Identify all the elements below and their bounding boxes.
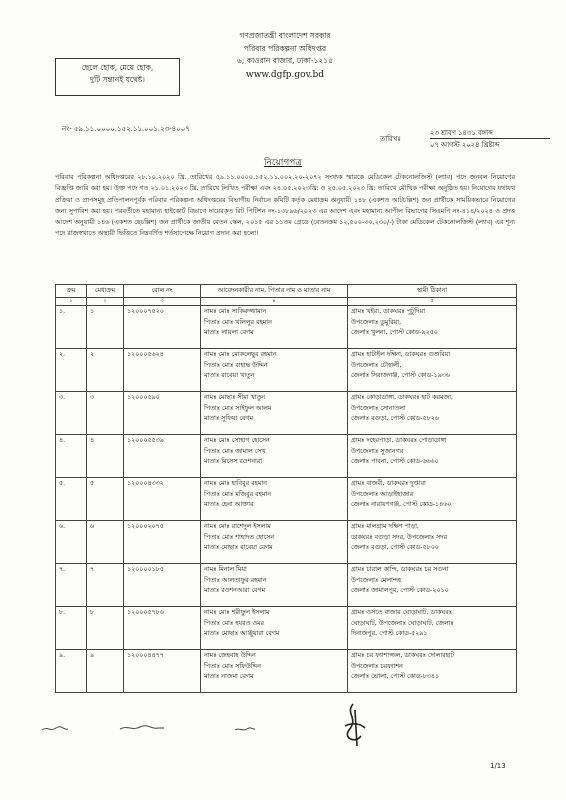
applicant-name: নামঃ মোঃ সোহাগ হোসেন (204, 437, 270, 444)
index-cell: ৪ (201, 298, 348, 306)
address-line: উপজেলাঃ সোনাতলা (351, 404, 406, 412)
table-row (56, 650, 517, 693)
page-number: 1/13 (490, 762, 506, 770)
address-line: গ্রামঃ চর ফ্যাশাজ্জল, ডাকঘরঃ দোলারহাট (351, 652, 455, 659)
slogan-line-1: ছেলে হোক, মেয়ে হোক, (81, 63, 154, 72)
table-row (56, 564, 517, 607)
table-row (56, 478, 517, 521)
address-cell (348, 564, 517, 607)
address-line: জেলাঃ নারায়ণগঞ্জ, পোস্ট কোড-১৪৬০ (351, 501, 452, 508)
address-line: উপজেলাঃ চরফ্যাশন (351, 662, 403, 670)
merit-cell: ৩ (87, 392, 124, 435)
date-divider (430, 138, 550, 139)
table-header-row (56, 285, 517, 298)
roll-cell: ১২০০০৫৬২৪ (124, 349, 201, 392)
address-line: গ্রামঃ মালগ্রাম দক্ষিণ পাড়া, (351, 523, 419, 530)
applicant-name: নামঃ মোঃ শরীফুল ইসলাম (204, 609, 270, 616)
header-address: স্থায়ী ঠিকানা (348, 285, 517, 298)
mother-name: মাতাঃ সুফিয়া বেগম (204, 415, 254, 422)
slogan-line-2: দুটি সন্তানই যথেষ্ট। (90, 75, 145, 84)
address-line: জেলাঃ বগুড়া, পোস্ট কোড-৫৮০০ (351, 544, 439, 551)
father-name: পিতাঃ মোঃ হযরত ওমর (204, 619, 264, 627)
roll-cell: ১২০০০২০৭৫ (124, 521, 201, 564)
applicant-name: নামঃ মোঃ রাশেদুল ইসলাম (204, 523, 271, 530)
father-name: পিতাঃ মোঃ শাহাদত হোসেন (204, 533, 275, 541)
mother-name: মাতাঃ নাজমা বেগম (204, 673, 254, 680)
date-label: তারিখঃ (380, 135, 401, 143)
index-cell: ২ (87, 298, 124, 306)
father-name: পিতাঃ মোঃ খলিলুর রহমান (204, 318, 272, 326)
serial-cell: ৪. (56, 435, 87, 478)
merit-cell: ৭ (87, 564, 124, 607)
merit-cell: ৪ (87, 435, 124, 478)
header-serial: ক্রম (56, 285, 87, 298)
address-line: ঘোড়াঘাট, উপজেলাঃ ঘোড়াঘাট, জেলাঃ (351, 619, 454, 627)
applicant-name: নামঃ মোছাঃ সীমা খাতুন (204, 394, 266, 401)
table-row (56, 349, 517, 392)
serial-cell: ৯. (56, 650, 87, 693)
name-cell (201, 435, 348, 478)
index-cell: ৩ (124, 298, 201, 306)
roll-cell: ১২০০০৪৩৩২ (124, 478, 201, 521)
address-cell (348, 306, 517, 349)
merit-cell: ২ (87, 349, 124, 392)
address-line: উপজেলাঃ চৌহালী, (351, 361, 402, 369)
initial-mark (118, 722, 168, 734)
address-line: গ্রামঃ খইরা, ডাকঘরঃ পুটুদিয়া (351, 308, 426, 315)
address-line: গ্রামঃ বাজবী, ডাকঘরঃ দুপ্তারা (351, 480, 426, 487)
initial-mark (40, 724, 70, 734)
address-line: গ্রামঃ কোড়াডাঙ্গা, ডাকঘরঃ হাট করমজা, (351, 394, 453, 401)
address-line: জেলাঃ ভোলা, পোস্ট কোড-৮৩৪১ (351, 673, 440, 680)
father-name: পিতাঃ মোঃ সফিউদ্দিন (204, 662, 261, 670)
address-cell (348, 521, 517, 564)
table-row (56, 521, 517, 564)
address-line: গ্রামঃ দহেরপাড়া, ডাকঘরঃ পোড়াডাঙ্গা (351, 437, 447, 444)
memo-number: নং- ৫৯.১১.০০০০.১৫২.১১.০০১.২৩-৪০০৭ (62, 125, 190, 133)
father-name: পিতাঃ মোঃ জামাল সেখ (204, 447, 266, 455)
address-line: দিনাজপুর, পোস্ট কোড-৫২৯১ (351, 630, 428, 637)
serial-cell: ৬. (56, 521, 87, 564)
address-line: গ্রামঃ ওসতে বাজার ঘোড়াঘাট, ডাকঘরঃ (351, 609, 453, 616)
address-cell (348, 650, 517, 693)
initial-mark (233, 724, 257, 734)
applicant-name: নামঃ মিনাল মিয়া (204, 566, 247, 573)
address-cell (348, 392, 517, 435)
merit-cell: ৫ (87, 478, 124, 521)
serial-cell: ৭. (56, 564, 87, 607)
letterhead (200, 30, 370, 81)
serial-cell: ১. (56, 306, 87, 349)
mother-name: মাতাঃ মোছাঃ রাবেয়া বেগম (204, 544, 273, 551)
applicant-name: নামঃ মোঃ হাবিবুর রহমান (204, 480, 267, 487)
address-line: জেলাঃ বগুড়া, পোস্ট কোড-৫৮২৬ (351, 415, 439, 422)
address-line: উপজেলাঃ মেলান্দহ (351, 576, 402, 584)
serial-cell: ২. (56, 349, 87, 392)
name-cell (201, 564, 348, 607)
roll-cell: ১২০০০৭৫২০ (124, 306, 201, 349)
applicant-name: নামঃ মোঃ মোকলেছুর রহমান (204, 351, 277, 358)
slogan-box (55, 58, 180, 96)
mother-name: মাতাঃ হেনা আক্তার (204, 501, 254, 508)
table-row (56, 607, 517, 650)
address-cell (348, 349, 517, 392)
name-cell (201, 392, 348, 435)
name-cell (201, 478, 348, 521)
office-address: ৬, কাওরান বাজার, ঢাকা-১২১৫ (237, 56, 333, 65)
roll-cell: ১২০০০৫৯০ (124, 392, 201, 435)
address-line: উপজেলাঃ ডুমুরিয়া, (351, 318, 402, 326)
roll-cell: ১২০০০৫৫৩৯ (124, 435, 201, 478)
father-name: পিতাঃ মোঃ সাইফুল আলম (204, 404, 272, 412)
index-cell: ১ (56, 298, 87, 306)
website-link[interactable]: www.dgfp.gov.bd (246, 69, 324, 80)
applicant-name: নামঃ মোঃ সাকিরুজ্জামান (204, 308, 267, 315)
address-cell (348, 607, 517, 650)
address-line: ডাকঘরঃ বগুড়া সদর, উপজেলাঃ সদর (351, 533, 448, 541)
name-cell (201, 650, 348, 693)
merit-cell: ৯ (87, 650, 124, 693)
name-cell (201, 521, 348, 564)
mother-name: মাতাঃ রাবেয়া খাতুন (204, 372, 255, 379)
roll-cell: ১২০০০৪৪৭৭ (124, 650, 201, 693)
table-row (56, 435, 517, 478)
merit-cell: ১ (87, 306, 124, 349)
address-line: গ্রামঃ হাটাইল দক্ষিণ, ডাকঘরঃ গুশুরিয়া (351, 351, 451, 358)
roll-cell: ১২০০০৫৭৮৬ (124, 607, 201, 650)
page-title: নিয়োগপত্র (263, 158, 303, 168)
header-merit: মেধাক্রম (87, 285, 124, 298)
name-cell (201, 607, 348, 650)
header-roll: রোল নং (124, 285, 201, 298)
serial-cell: ৫. (56, 478, 87, 521)
father-name: পিতাঃ মোঃ মজিবুর রহমান (204, 490, 271, 498)
address-line: উপজেলাঃ সুজানগর (351, 447, 404, 455)
signature-mark (335, 700, 375, 748)
serial-cell: ৮. (56, 607, 87, 650)
date-english: ০৭ আগস্ট ২০২৪ খ্রিষ্টাব্দ (430, 141, 500, 149)
date-bangla: ২৩ শ্রাবণ ১৪৩১ বঙ্গাব্দ (430, 129, 493, 137)
father-name: পিতাঃ আলতাফুর রহমান (204, 576, 267, 584)
address-cell (348, 478, 517, 521)
address-line: উপজেলাঃ আড়াইহাজার (351, 490, 414, 498)
appointment-table (55, 284, 517, 693)
mother-name: মাতাঃ মিসেস রওশনারা (204, 458, 263, 465)
roll-cell: ১২০০০০১৮৫ (124, 564, 201, 607)
merit-cell: ৬ (87, 521, 124, 564)
table-index-row (56, 298, 517, 306)
applicant-name: নামঃ জেহবাহ উদ্দিন (204, 652, 256, 659)
directorate-name: পরিবার পরিকল্পনা অধিদপ্তর (243, 43, 327, 53)
mother-name: মাতাঃ মোছাঃ আঞ্জুয়ারা বেগম (204, 630, 280, 637)
index-cell: ৫ (348, 298, 517, 306)
header-name: আবেদনকারীর নাম, পিতার নাম ও মাতার নাম (201, 285, 348, 298)
mother-name: মাতাঃ রওশনআরা বেগম (204, 587, 266, 594)
father-name: পিতাঃ মোঃ বাহাদ্ধ উদ্দিন (204, 361, 268, 369)
address-line: জেলাঃ খুলনা, পোস্ট কোড-৯২৫০ (351, 329, 438, 336)
merit-cell: ৮ (87, 607, 124, 650)
name-cell (201, 349, 348, 392)
name-cell (201, 306, 348, 349)
table-row (56, 392, 517, 435)
address-line: জেলাঃ জামালপুর, পোস্ট কোড-২০১০ (351, 587, 449, 594)
table-row (56, 306, 517, 349)
address-line: গ্রামঃ চারাল কান্দি, ডাকঘরঃ চর সগুনা (351, 566, 449, 573)
address-cell (348, 435, 517, 478)
address-line: জেলাঃ সিরাজগঞ্জ, পোস্ট কোড-১৯৩৬ (351, 372, 450, 379)
address-line: জেলাঃ পাবনা, পোস্ট কোড-৬৬৬০ (351, 458, 439, 465)
body-paragraph: পরিবার পরিকল্পনা অধিদপ্তরের ২৮.১০.২০২০ খ্রি. তারিখের ৫৯.১১.০০০০.১৫২.১১.০০২.২০-২০৭২ সংখ্যক স্মারকে মেডিকেল টেকনোলজিস্ট (ল্যাব) পদে জনবল নিয়োগের বিজ্ঞপ্তি জারি করা হয়। উক্ত পদে গত ২১.০১.২০২৩ খ্রি. তারিখে লিখিত পরীক্ষা এবং ২৪.০৫.২০২৩খ্রি: ও ২৫.০৫.২০২৩ খ্রি: তারিখে মৌখিক পরীক্ষা অনুষ্ঠিত হয়। নিয়োগের যথাযথ প্রক্রিয়া ও প্রাপসমূহ প্রতিপালনপূর্বক পরিবার পরিকল্পনা অধিদপ্তরের বিভাগীয় নির্বাচন কমিটি কর্তৃক মেধাক্রম অনুযায়ী ১৪৮ (একশত আটচল্লিশ) জন প্রার্থীকে সাময়িকভাবে নিয়োগের জন্য সুপারিশ করা হয়। পরবর্তীতে মহামান্য হাইকোর্ট বিভাগে দায়েরকৃত রিট পিটিশন নং-১৩৮৯৬/২০২৩ এর আদেশ এবং মহামান্য আপীল বিভাগের সিএমপি নং-৪১৪/২০২৪ ও প্রদত্ত আদেশ অনুযায়ী ১৪৬ (একশত ছেচল্লিশ) জন প্রার্থীকে জাতীয় বেতন স্কেল, ২০১৫ এর ১১তম গ্রেডে (বেতনক্রম ১২,৫০০-৩০,২৩০/-) টাকা মেডিকেল টেকনোলজিস্ট (ল্যাব) এর শূন্য পদে রাজস্বখাতে অস্থায়ী ভিত্তিতে নিম্নবর্ণিত শর্তসাপেক্ষে নিয়োগ প্রদান করা হলো। (55, 173, 515, 238)
serial-cell: ৩. (56, 392, 87, 435)
govt-name: গণপ্রজাতন্ত্রী বাংলাদেশ সরকার (239, 31, 331, 40)
mother-name: মাতাঃ লায়লা বেগম (204, 329, 254, 336)
